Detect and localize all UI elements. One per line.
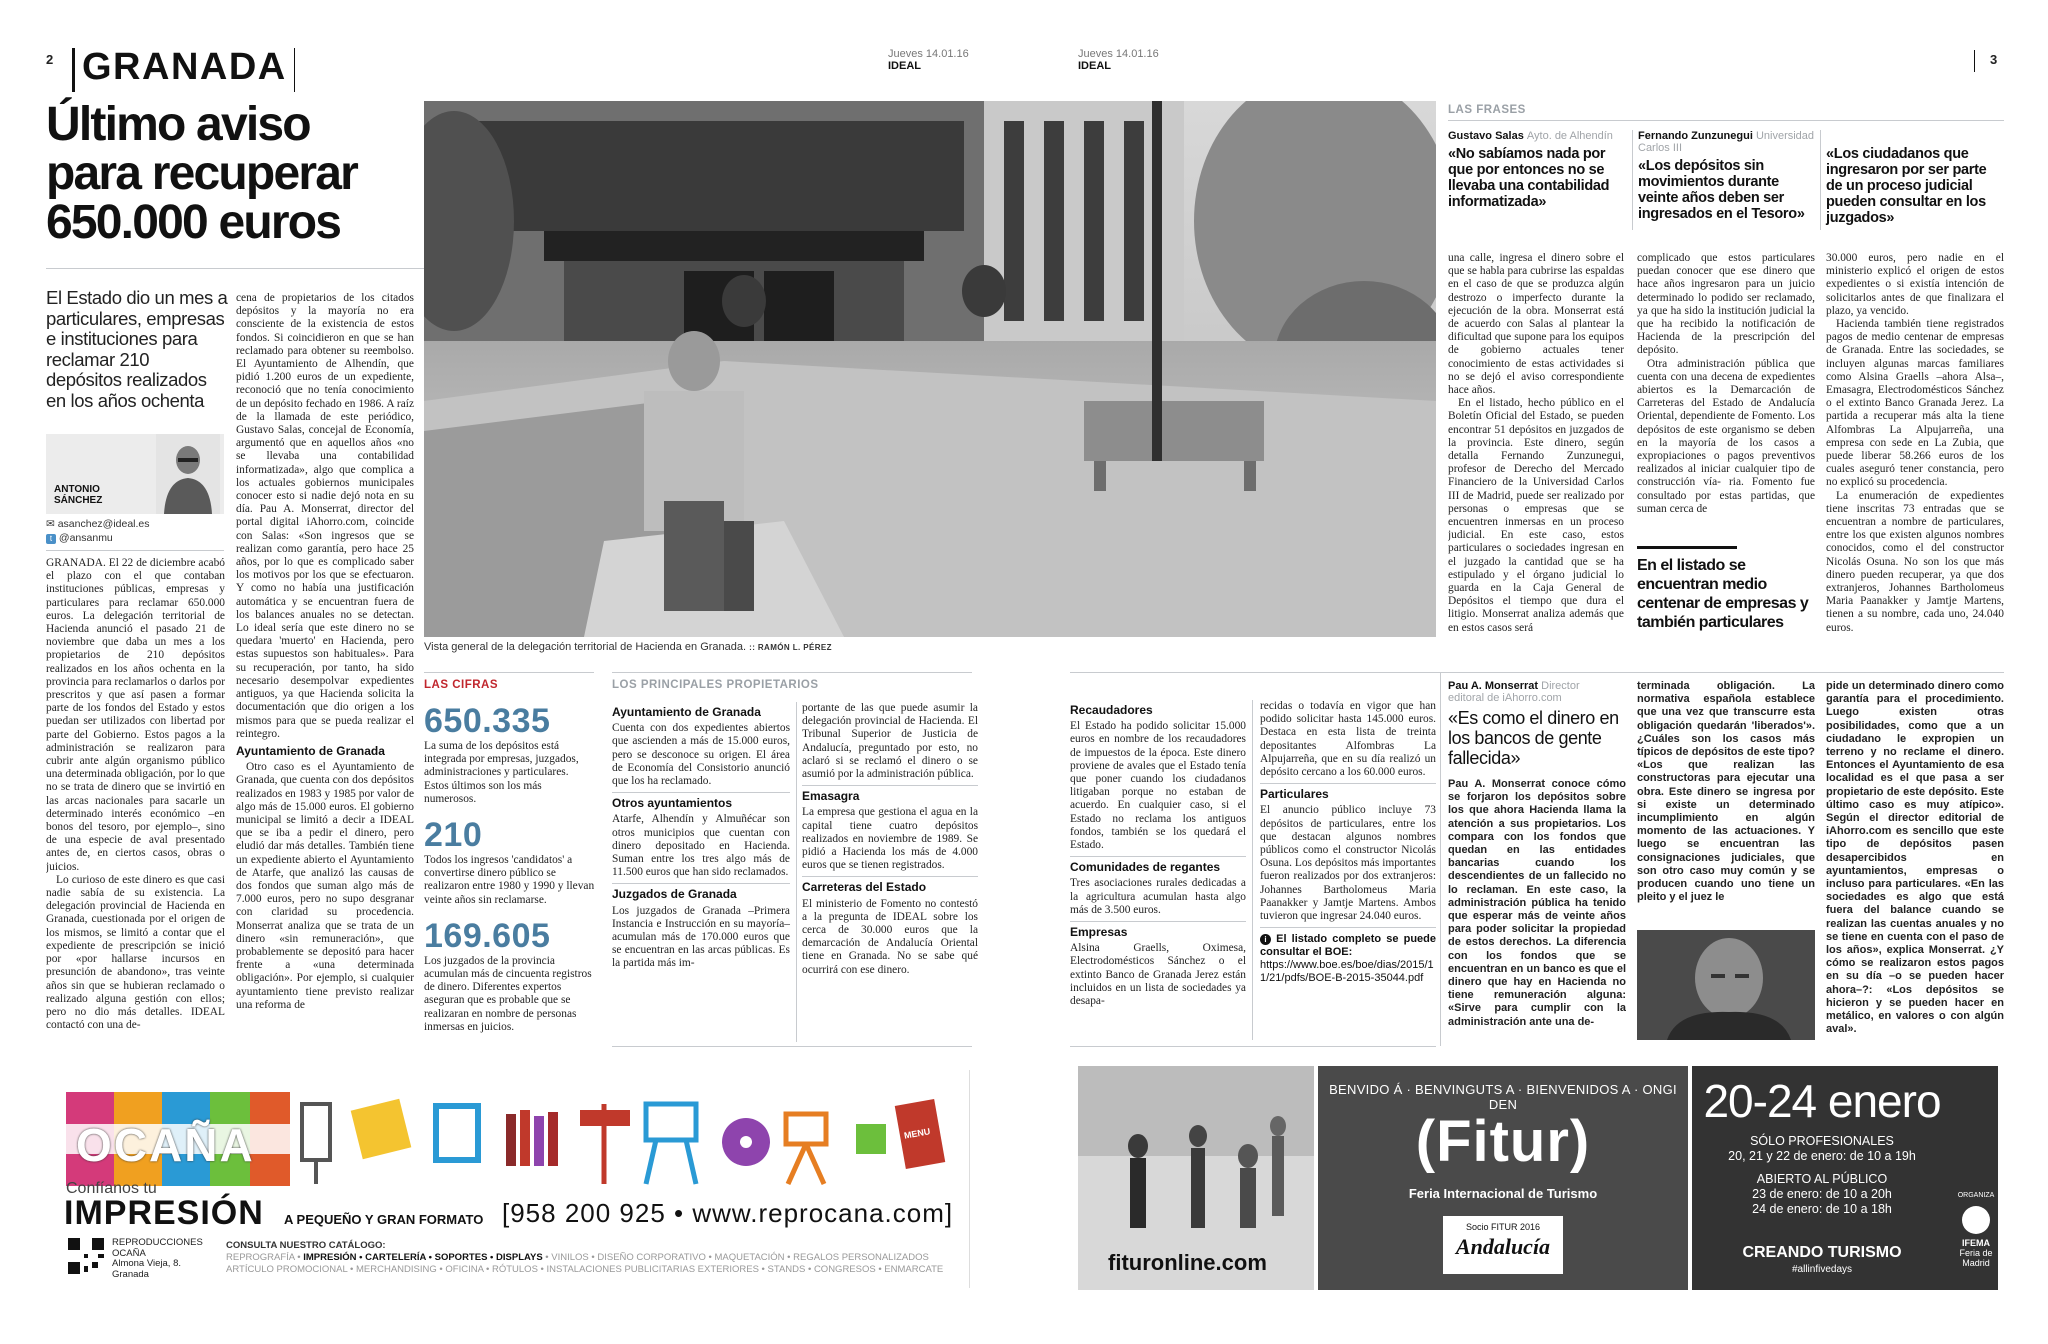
interview-headline: «Es como el dinero en los bancos de gente fallecida» (1448, 708, 1619, 768)
ad-tagline-rest: A PEQUEÑO Y GRAN FORMATO (284, 1212, 484, 1227)
fitur-ad[interactable] (1078, 1066, 1998, 1290)
owner-text: El ministerio de Fomento no contestó a la pregunta de IDEAL sobre los cerca de 30.000 euros que la demarcación de Andalucía Oriental tiene en Granada. No se sabe qué ocurrirá con ese dinero. (802, 897, 978, 976)
qr-code-icon (66, 1236, 106, 1276)
main-photo (424, 101, 1436, 637)
organiza-label: ORGANIZA (1957, 1192, 1995, 1199)
boe-box (1260, 927, 1436, 985)
section-divider (72, 48, 75, 92)
pull-quote: En el listado se encuentran medio centenar de empresas y también particulares (1637, 557, 1809, 631)
propietarios-head: LOS PRINCIPALES PROPIETARIOS (612, 679, 819, 691)
cifra-text: La suma de los depósitos está integrada por empresas, juzgados, administraciones y particulares. Estos últimos son los más numerosos. (424, 740, 579, 805)
frase-divider (1820, 130, 1821, 230)
frase-3 (1826, 146, 2004, 226)
fitur-website[interactable]: fituronline.com (1108, 1250, 1267, 1275)
fitur-logo: (Fitur) (1415, 1109, 1591, 1174)
author-first-name: ANTONIO (54, 484, 100, 495)
info-icon: i (1260, 934, 1271, 945)
frase-2 (1638, 130, 1818, 222)
author-portrait (156, 434, 220, 514)
ifema-sub: Madrid (1962, 1258, 1990, 1268)
list-text: El Estado ha podido solicitar 15.000 euros en nombre de los recaudadores de impuestos de la época. Este dinero proviene de avales que el Estado tenía que poner cuando los ciudadanos litigaban porque no estaban de acuerdo. En cualquier caso, si el Estado no reclama los antiguos fondos, también se los quedará el Estado. (1070, 720, 1246, 852)
list-text: Alsina Graells, Oximesa, Electrodomésticos Sánchez o el extinto Banco de Granada Jerez están incluidos en un lista de sociedades ya desapa- (1070, 942, 1246, 1008)
socio-label: Socio FITUR 2016 (1465, 1222, 1541, 1232)
address-line: Almona Vieja, 8. (112, 1258, 182, 1269)
deck: El Estado dio un mes a particulares, empresas e instituciones para reclamar 210 depósitos realizados en los años ochenta (46, 287, 228, 411)
owner-text: portante de las que puede asumir la delegación provincial de Hacienda. El Tribunal Superior de Justicia de Andalucía, preguntado por esto, no aclaró si se reclamó el dinero o se asumió por la administración pública. (802, 702, 978, 781)
fitur-schedule (1692, 1134, 1952, 1217)
interview-divider (1440, 672, 1441, 1046)
headline-line-1: Último aviso (46, 98, 310, 151)
cifra-number: 650.335 (424, 702, 551, 740)
interview-byline: Pau A. Monserrat Director (1448, 680, 1580, 692)
boe-title: i El listado completo se puede consultar el BOE: (1260, 933, 1436, 959)
list-title: Recaudadores (1070, 703, 1153, 717)
fitur-slogan: CREANDO TURISMO (1742, 1244, 1902, 1261)
author-email[interactable] (46, 518, 150, 530)
lower-col-divider (1252, 700, 1253, 1040)
cifra-text: Todos los ingresos 'candidatos' a convertirse dinero público se realizaron entre 1980 y 1990 y llevan veinte años sin reclamarse. (424, 854, 595, 906)
left-page-number: 2 (46, 52, 54, 67)
andalucia-logo: Andalucía (1455, 1234, 1551, 1259)
address-line: OCAÑA (112, 1247, 146, 1259)
list-text: El anuncio público incluye 73 depósitos de particulares, entre los que destacan algunos nombres públicos como el constructor Nicolás Osuna. Los depósitos más importantes fueron realizados por dos extranjeros: Johannes Bartholomeus Maria Paanakker y Jamtje Martens. Ambos tuvieron que ingresar 24.040 euros. (1260, 804, 1436, 923)
author-name (54, 484, 102, 506)
frases-rule (1448, 120, 2004, 121)
twitter-icon: t (46, 534, 56, 544)
ifema-name: IFEMA (1962, 1238, 1990, 1248)
fitur-main-panel (1318, 1066, 1688, 1290)
cifras-block (424, 702, 596, 1034)
hacienda-building-photo (424, 101, 1436, 637)
header-date-right (1078, 48, 1159, 72)
author-last-name: SÁNCHEZ (54, 495, 103, 506)
body-paragraph: Lo curioso de este dinero es que casi nadie sabía de su existencia. La delegación provincial de Hacienda en Granada, cuestionada por el origen de los mismos, se limitó a contar que el expediente de prescripción se inició por «por hallarse incursos en presunción de abandono», tras veinte años sin que se hubieran reclamado o realizado alguna gestión con ellos; pero no dio más detalles. IDEAL contactó con una de- (46, 873, 225, 1032)
propietarios-bottom-rule (612, 1046, 972, 1047)
right-page-number: 3 (1990, 52, 1998, 67)
lower-column-1 (1070, 700, 1246, 1008)
ad-catalog (226, 1240, 966, 1276)
author-box (46, 434, 224, 514)
frase-quote: «Los depósitos sin movimientos durante veinte años deben ser ingresados en el Tesoro» (1638, 158, 1805, 222)
address-line: Granada (112, 1268, 149, 1280)
frase-speaker: Fernando Zunzunegui Universidad Carlos III (1638, 130, 1815, 154)
owner-text: Los juzgados de Granada –Primera Instancia e Instrucción en su mayoría– acumulan más de 170.000 euros que se encuentran en las arcas públicas. Es la partida más im- (612, 904, 790, 970)
list-text: recidas o todavía en vigor que han podido solicitar hasta 145.000 euros. Destaca en esta lista de treinta depositantes Alfombras La Alpujarreña, que en su día realizó un depósito cercano a los 60.000 euros. (1260, 700, 1436, 779)
main-headline (46, 100, 406, 247)
boe-url[interactable]: https://www.boe.es/boe/dias/2015/11/21/pdfs/BOE-B-2015-35044.pdf (1260, 959, 1434, 985)
catalog-line-2: ARTÍCULO PROMOCIONAL • MERCHANDISING • OFICINA • RÓTULOS • INSTALACIONES PUBLICITARIAS EXTERIORES • STANDS • CONGRESOS • ENMARCATE (226, 1264, 944, 1275)
owner-title: Emasagra (802, 785, 978, 803)
fitur-subtitle: Feria Internacional de Turismo (1408, 1186, 1598, 1201)
owner-title: Otros ayuntamientos (612, 792, 790, 810)
right-body-column-1 (1448, 252, 1624, 640)
right-body-column-3 (1826, 252, 2004, 640)
cifra-number: 169.605 (424, 916, 551, 955)
body-paragraph: cena de propietarios de los citados depósitos y la mayoría no era consciente de la existencia de estos fondos. Si coincidieron en que se han reclamado para obtener su reembolso. El Ayuntamiento de Alhendín, que pidió 1.200 euros de un expediente, reconoció que no tenía conocimiento de un depósito fechado en 1986. A raíz de la llamada de este periódico, Gustavo Salas, concejal de Economía, argumentó que en aquellos años «no se llevaba una contabilidad informatizada», algo que complica a los actuales gobiernos municipales conocer esto si nadie dejó nota en su día. Pau A. Monserrat, director del portal digital iAhorro.com, coincide con Salas: «Son ingresos que se realizan como garantía, pero hace 25 años, por lo que es complicado saber los motivos por los que se efectuaron. Y como no había una justificación automática y se encuentran fuera de los balances anuales no se detectan. Lo ideal sería que este dinero no se quedara 'muerto' en Hacienda, pero estas supuestos son habituales». Para su recuperación, por tanto, ha sido necesario desempolvar expedientes antiguos, ya que Hacienda solicita la documentación que dio origen a los mismos para que se pueda realizar el reintegro. (236, 292, 414, 740)
cifras-top-rule (424, 672, 594, 673)
list-title: Empresas (1070, 921, 1246, 939)
cifra-text: Los juzgados de la provincia acumulan más de cincuenta registros de dinero. Diferentes expertos aseguran que es probable que se realizaran en nombre de personas inmersas en juicios. (424, 954, 592, 1033)
photo-caption (424, 641, 832, 653)
body-paragraph: una calle, ingresa el dinero sobre el que se habla para cubrirse las espaldas en el caso de que se produzca algún destrozo o imperfecto durante la ejecución de la obra. Monserrat está de acuerdo con Salas al plantear la dificultad que supone para los equipos de gobierno actuales tener conocimiento de estas actividades si no se dejó el aviso correspondiente hace años. (1448, 252, 1624, 397)
list-title: Particulares (1260, 783, 1436, 801)
fitur-dates: 20-24 enero (1703, 1075, 1941, 1127)
schedule-line: 24 de enero: de 10 a 18h (1752, 1202, 1892, 1216)
list-title: Comunidades de regantes (1070, 856, 1246, 874)
ifema-label (1954, 1238, 1998, 1268)
lower-top-rule (1070, 672, 2004, 673)
header-date-left (888, 48, 969, 72)
interview-col-1: Pau A. Monserrat conoce cómo se forjaron los depósitos sobre los que ahora Hacienda llama la atención a sus propietarios. Los compara con los fondos que quedan en las entidades bancarias cuando los descendientes de un fallecido no lo reclaman. En este caso, la administración pública ha tenido que esperar más de veinte años para poder solicitar la propiedad de estos derechos. La diferencia con los fondos que se encuentran en un banco es que el dinero que hay en Hacienda no tiene remuneración alguna: «Sirve para cumplir con la administración ante una de- (1448, 778, 1626, 1028)
frases-head: LAS FRASES (1448, 104, 1526, 116)
andalucia-badge (1443, 1216, 1563, 1274)
interviewee-portrait (1637, 930, 1815, 1040)
propietarios-top-rule (612, 672, 972, 673)
photo-credit: :: RAMÓN L. PÉREZ (749, 643, 832, 652)
caption-text: Vista general de la delegación territorial de Hacienda en Granada. (424, 641, 747, 653)
frase-divider (1632, 130, 1633, 230)
frase-1 (1448, 130, 1626, 210)
section-title: GRANADA (82, 46, 287, 88)
list-text: Tres asociaciones rurales dedicadas a la agricultura acumulan hasta algo más de 3.500 euros. (1070, 877, 1246, 916)
subhead: Ayuntamiento de Granada (236, 743, 385, 758)
interview-intro (1448, 680, 1626, 1040)
body-paragraph: En el listado, hecho público en el Boletín Oficial del Estado, se pueden encontrar 51 depósitos en juzgados de la provincia. Este dinero, según detalla Fernando Zunzunegui, profesor de Derecho del Mercado Financiero de la Universidad Carlos III de Madrid, puede ser realizado por personas o empresas que se encuentren inmersas en un proceso judicial. En este caso, estos particulares o sociedades ingresan en el juzgado la cantidad que se ha estipulado y el órgano judicial lo guarda en la Caja General de Depósitos el tiempo que dura el litigio. Monserrat analiza además que en estos casos será (1448, 397, 1624, 634)
twitter-handle: @ansanmu (58, 532, 113, 544)
svg-text:MENU: MENU (903, 1126, 932, 1141)
ocana-ad[interactable] (46, 1070, 970, 1288)
right-page-divider (1974, 50, 1975, 72)
right-body-column-2 (1637, 252, 1815, 522)
propietarios-col-divider (796, 702, 797, 1042)
frase-quote: «Los ciudadanos que ingresaron por ser parte de un proceso judicial pueden consultar en los juzgados» (1826, 146, 1987, 226)
schedule-line: 23 de enero: de 10 a 20h (1752, 1187, 1892, 1201)
lower-column-2 (1260, 700, 1436, 985)
body-paragraph: La enumeración de expedientes tiene inscritas 73 entradas que se encuentran a nombre de particulares, entre los que existen algunos nombres conocidos, como el del constructor Nicolás Osuna. No son los que más dinero pueden recuperar, ya que dos extranjeros, Johannes Bartholomeus Maria Paanakker y Jamtje Martens, tienen a su nombre, cada uno, 24.040 euros. (1826, 489, 2004, 634)
body-paragraph: complicado que estos particulares puedan conocer que ese dinero que hace años ingresaron para un juicio determinado lo podido ser reclamado, ya que ha sido la institución judicial la que ha recibido la notificación de Hacienda de la prescripción del depósito. (1637, 252, 1815, 357)
author-twitter[interactable] (46, 532, 113, 544)
owner-title: Juzgados de Granada (612, 883, 790, 901)
paper-name: IDEAL (888, 60, 921, 72)
cifra-number: 210 (424, 816, 483, 855)
date: Jueves 14.01.16 (1078, 48, 1159, 60)
address-line: REPRODUCCIONES (112, 1237, 203, 1248)
ad-phone-web[interactable]: [958 200 925 • www.reprocana.com] (502, 1198, 954, 1228)
fitur-hashtag: #allinfivedays (1791, 1264, 1853, 1275)
body-column-2 (236, 292, 414, 1042)
catalog-line-1: REPROGRAFÍA • IMPRESIÓN • CARTELERÍA • SOPORTES • DISPLAYS • VINILOS • DISEÑO CORPORATIVO • MAQUETACIÓN • REGALOS PERSONALIZADOS (226, 1252, 929, 1263)
fitur-dates-panel (1692, 1066, 1998, 1290)
paper-name: IDEAL (1078, 60, 1111, 72)
ifema-logo-icon (1962, 1206, 1990, 1234)
ad-address (112, 1238, 203, 1280)
section-divider-right (294, 48, 295, 92)
envelope-icon: ✉ (46, 518, 58, 530)
body-paragraph: Hacienda también tiene registrados pagos de medio centenar de empresas de Granada. Entre las sociedades, se incluyen algunas marcas familiares como Alsina Graells –ahora Alsa–, Emasagra, Electrodomésticos Sánchez o el extinto Banco Granada Jerez. La partida a recuperar más alta la tiene Alfombras La Alpujarreña, una empresa con sede en La Zubia, que puede liberar 58.266 euros de los cuales aseguró tener constancia, pero no explicó su procedencia. (1826, 318, 2004, 489)
schedule-line: 20, 21 y 22 de enero: de 10 a 19h (1728, 1149, 1916, 1163)
ad-tagline-small: Confíanos tu (66, 1180, 157, 1197)
author-rule (46, 550, 224, 551)
schedule-line: ABIERTO AL PÚBLICO (1756, 1172, 1888, 1186)
owner-title: Ayuntamiento de Granada (612, 705, 761, 719)
owner-text: Atarfe, Alhendín y Almuñécar son otros municipios que cuentan con dinero depositado en Hacienda. Suman entre los tres algo más de 11.500 euros que han sido reclamados. (612, 813, 790, 879)
body-paragraph: Otra administración pública que cuenta con una decena de expedientes abiertos es la Demarcación de Carreteras del Estado de Andalucía Oriental, dependiente de Fomento. Los depósitos de este organismo se deben en la mayoría de los casos a expropiaciones o pagos preventivos realizados al iniciar cualquier tipo de construcción vía- ria. Fomento fue consultado por estas partidas, que suman cerca de (1637, 357, 1815, 515)
body-paragraph: Otro caso es el Ayuntamiento de Granada, que cuenta con dos depósitos realizados en 1983 y 1985 por valor de algo más de 15.000 euros. El gobierno municipal se limitó a decir a IDEAL que se iba a pedir el dinero, pero eludió dar más detalles. También tiene un expediente abierto el Ayuntamiento de Atarfe, que analizó las causas de dos fondos que suman algo más de 7.000 euros, pero no supo desgranar con claridad su procedencia. Monserrat analiza que se trata de un dinero «sin remuneración», que probablemente se depositó para hacer frente a «una determinada obligación». Por ejemplo, si cualquier ayuntamiento tiene previsto realizar una reforma de (236, 761, 414, 1011)
fitur-welcome: BENVIDO Á · BENVINGUTS A · BIENVENIDOS A · ONGI DEN (1329, 1082, 1677, 1112)
owner-text: Cuenta con dos expedientes abiertos que ascienden a más de 15.000 euros, pero se desconoce su origen. El área de Economía del Consistorio anunció que los ha reclamado. (612, 722, 790, 788)
body-paragraph: 30.000 euros, pero nadie en el ministerio explicó el origen de estos expedientes o si existía intención de solicitarlos antes de que finalizara el plazo, ya vencido. (1826, 252, 2004, 317)
owner-text: La empresa que gestiona el agua en la capital tiene cuatro depósitos realizados en noviembre de 1989. Se pidió a Hacienda los más de 4.000 euros que se tienen registrados. (802, 806, 978, 872)
ad-tagline-big: IMPRESIÓN (64, 1194, 264, 1232)
headline-underline (46, 268, 426, 269)
headline-line-2: para recuperar (46, 147, 357, 200)
body-paragraph: GRANADA. El 22 de diciembre acabó el plazo con el que contaban instituciones públicas, empresas y particulares para reclamar 650.000 euros. La delegación territorial de Hacienda anunció el pasado 21 de noviembre que daba un mes a los propietarios de 210 depósitos realizados en los años ochenta en la provincia para reclamarlos o darlos por prescritos y que así pasen a formar parte de los fondos del Estado y estos puedan ser utilizados con libertad por parte del Gobierno. Estos pagos a la administración se realizaron para cubrir ante algún organismo público una determinada obligación, por lo que no se trata de dinero que se invirtió en las arcas nacionales para sacarle un determinado interés económico –en bonos del tesoro, por ejemplo–, sino de una especie de aval presentado antes de, en ciertos casos, obras o juicios. (46, 557, 225, 873)
email-text: asanchez@ideal.es (57, 518, 150, 530)
body-column-1 (46, 557, 225, 1042)
interview-col-3: pide un determinado dinero como garantía para el procedimiento. Luego existen otras posibilidades, como que a un ciudadano le expropien un terreno y no reclame el dinero. Entonces el Ayuntamiento de esa localidad es el que pasa a ser propietario de este depósito. Este último caso es muy atípico». Según el director editorial de iAhorro.com es sencillo que este tipo de depósitos pasen desapercibidos en ayuntamientos, empresas o incluso para particulares. «En las sociedades es algo que está fuera del balance cuando se realizan las cuentas anuales y no se tiene en cuenta con el paso de los años», explica Monserrat. ¿Y cómo se realizaron estos pagos en su día –o se pueden hacer ahora–?: «Los depósitos se hicieron y se pueden hacer en metálico, en valores o con algún aval». (1826, 680, 2004, 1036)
cifras-head: LAS CIFRAS (424, 679, 498, 691)
interview-col-2: terminada obligación. La normativa española establece que una vez que transcurre esta obligación quedarán 'liberados'». ¿Cuáles son los casos más típicos de depósitos de este tipo? «Los que realizan las constructoras para ejecutar una obra. Este dinero se ingresa por si existe un determinado incumplimiento en algún momento de las actuaciones. Y luego se encuentran las consignaciones judiciales, que son otro caso muy común y se producen cuando uno tiene un pleito y el juez le (1637, 680, 1815, 904)
ocana-brand: OCAÑA (76, 1119, 255, 1171)
ifema-sub: Feria de (1959, 1248, 1993, 1258)
frase-quote: «No sabíamos nada por que por entonces no se llevaba una contabilidad informatizada» (1448, 146, 1610, 210)
owner-title: Carreteras del Estado (802, 876, 978, 894)
headline-line-3: 650.000 euros (46, 196, 341, 249)
interview-role: editoral de iAhorro.com (1448, 692, 1562, 704)
frase-speaker: Gustavo Salas Ayto. de Alhendín (1448, 130, 1613, 142)
schedule-line: SÓLO PROFESIONALES (1750, 1134, 1894, 1148)
propietarios-column-2 (802, 702, 978, 977)
date: Jueves 14.01.16 (888, 48, 969, 60)
catalog-head: CONSULTA NUESTRO CATÁLOGO: (226, 1240, 386, 1251)
lower-bottom-rule (1070, 1046, 1436, 1047)
propietarios-column-1 (612, 702, 790, 971)
pull-quote-rule (1637, 546, 1737, 549)
